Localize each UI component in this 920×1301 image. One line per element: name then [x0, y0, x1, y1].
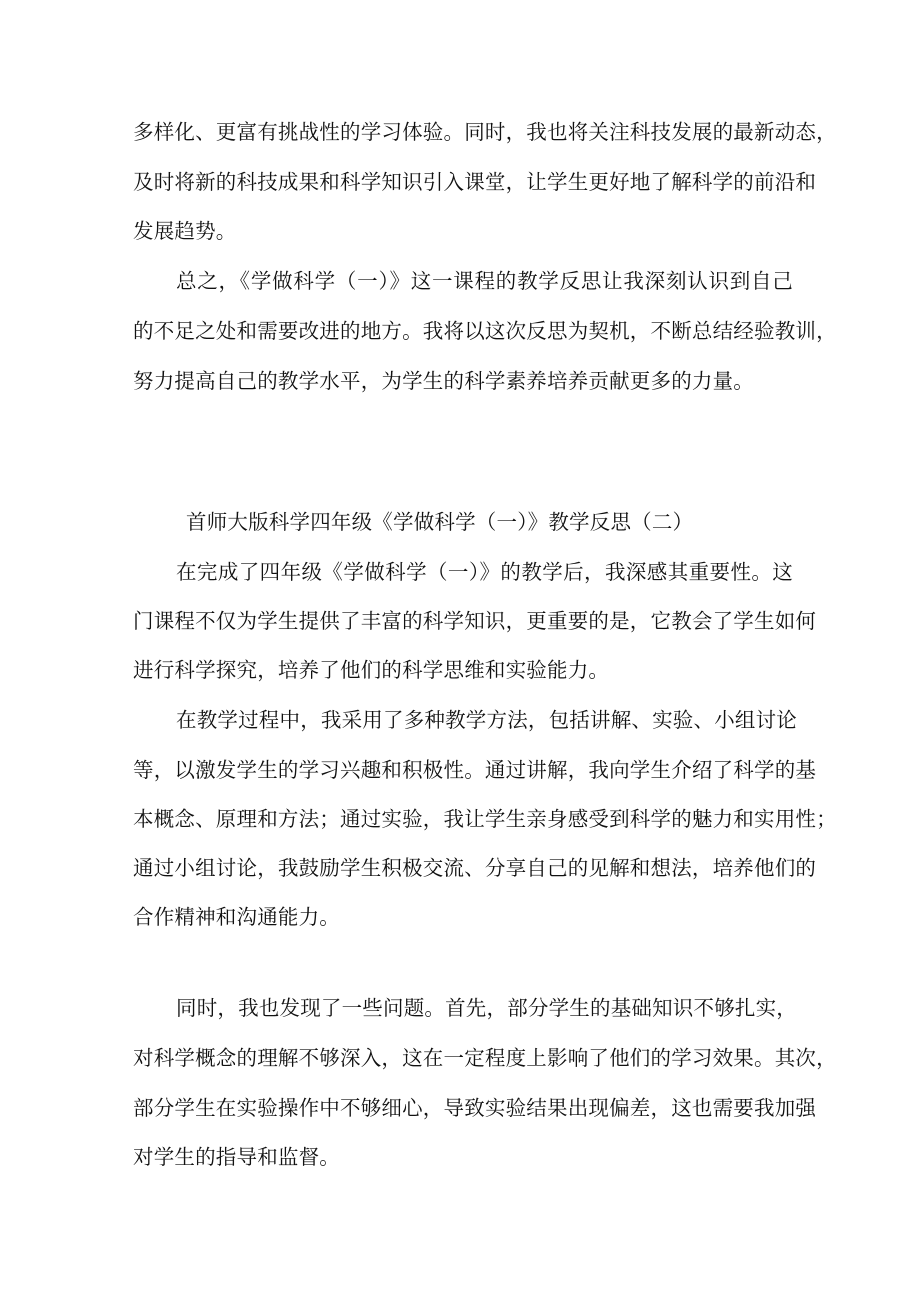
s2-p2-line-3: 本概念、原理和方法；通过实验，我让学生亲身感受到科学的魅力和实用性； — [133, 807, 837, 831]
s1-p1-line-3: 发展趋势。 — [133, 219, 237, 243]
s1-p2-line-3: 努力提高自己的教学水平，为学生的科学素养培养贡献更多的力量。 — [133, 369, 754, 393]
s2-p1-line-1: 在完成了四年级《学做科学（一）》的教学后，我深感其重要性。这 — [176, 560, 793, 584]
s2-p3-line-2: 对科学概念的理解不够深入，这在一定程度上影响了他们的学习效果。其次， — [133, 1046, 837, 1070]
s2-p2-line-5: 合作精神和沟通能力。 — [133, 905, 340, 929]
s1-p1-line-1: 多样化、更富有挑战性的学习体验。同时，我也将关注科技发展的最新动态， — [133, 120, 837, 144]
s2-p1-line-3: 进行科学探究，培养了他们的科学思维和实验能力。 — [133, 658, 610, 682]
s1-p2-line-1: 总之，《学做科学（一）》这一课程的教学反思让我深刻认识到自己 — [176, 269, 793, 293]
s2-p2-line-1: 在教学过程中，我采用了多种教学方法，包括讲解、实验、小组讨论 — [176, 708, 797, 732]
s2-p3-line-1: 同时，我也发现了一些问题。首先，部分学生的基础知识不够扎实， — [176, 996, 797, 1020]
section-title: 首师大版科学四年级《学做科学（一）》教学反思（二） — [186, 510, 694, 534]
s2-p3-line-3: 部分学生在实验操作中不够细心，导致实验结果出现偏差，这也需要我加强 — [133, 1096, 817, 1120]
s2-p1-line-2: 门课程不仅为学生提供了丰富的科学知识，更重要的是，它教会了学生如何 — [133, 609, 817, 633]
s2-p3-line-4: 对学生的指导和监督。 — [133, 1145, 340, 1169]
s2-p2-line-4: 通过小组讨论，我鼓励学生积极交流、分享自己的见解和想法，培养他们的 — [133, 856, 817, 880]
s1-p2-line-2: 的不足之处和需要改进的地方。我将以这次反思为契机，不断总结经验教训， — [133, 319, 837, 343]
s2-p2-line-2: 等，以激发学生的学习兴趣和积极性。通过讲解，我向学生介绍了科学的基 — [133, 758, 817, 782]
s1-p1-line-2: 及时将新的科技成果和科学知识引入课堂，让学生更好地了解科学的前沿和 — [133, 170, 817, 194]
